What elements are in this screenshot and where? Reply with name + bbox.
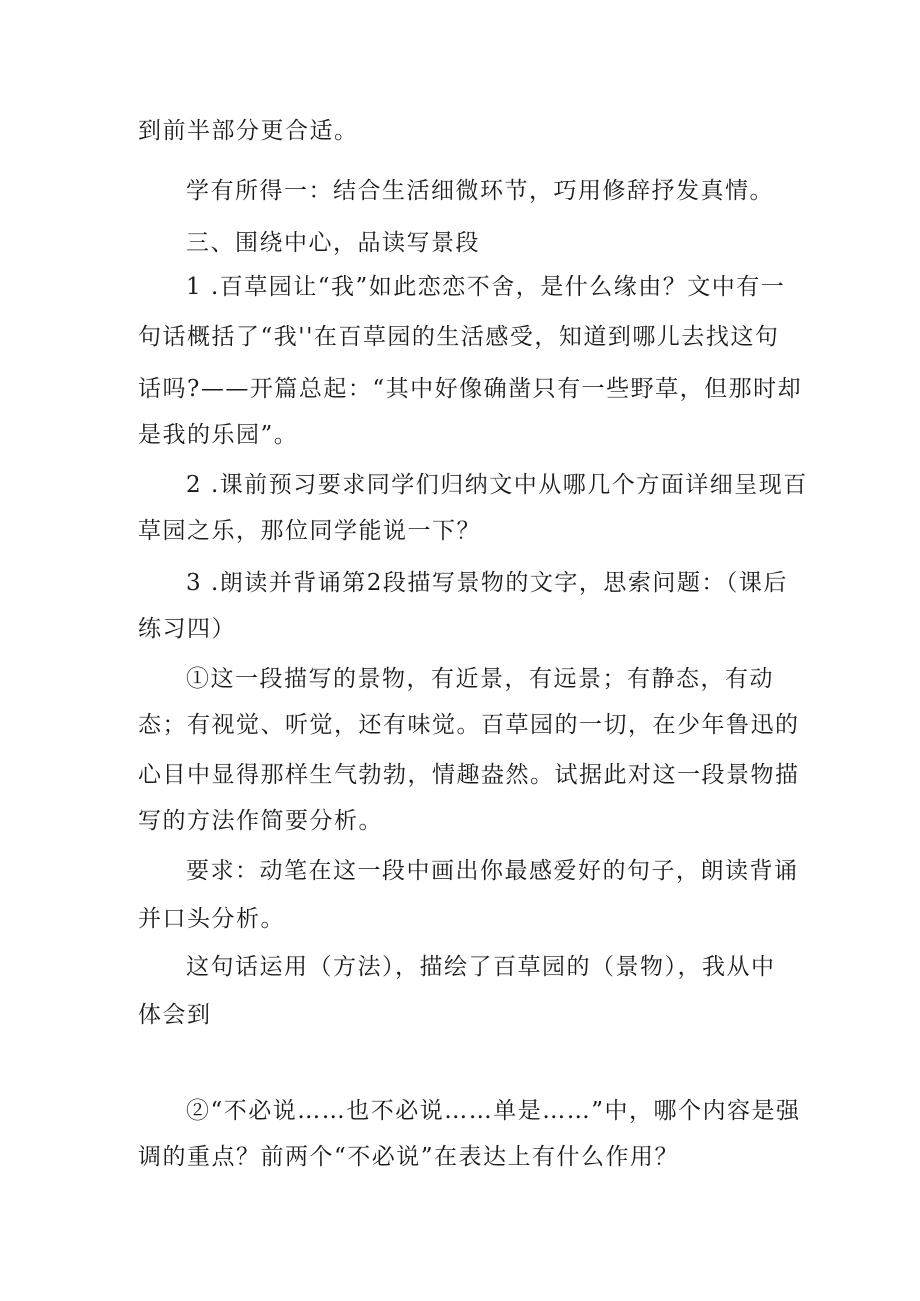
text-line: 心目中显得那样生气勃勃，情趣盎然。试据此对这一段景物描 [138,762,800,788]
question-3-line: 3 .朗读并背诵第2段描写景物的文字，思索问题：（课后 [186,570,788,596]
text-line: 草园之乐，那位同学能说一下？ [138,518,481,544]
text-line: 体会到 [138,1002,212,1028]
text-line: 到前半部分更合适。 [138,118,359,144]
question-2-line: 2 .课前预习要求同学们归纳文中从哪几个方面详细呈现百 [186,472,808,498]
text-line: 练习四） [138,616,236,642]
text-line: 话吗?——开篇总起：“其中好像确凿只有一些野草，但那时却 [138,376,803,402]
text-line: 并口头分析。 [138,906,285,932]
sub-question-1-line: ①这一段描写的景物，有近景，有远景；有静态，有动 [186,666,774,692]
requirement-line: 要求：动笔在这一段中画出你最感爱好的句子，朗读背诵 [186,858,799,884]
template-line: 这句话运用（方法），描绘了百草园的（景物），我从中 [186,954,776,980]
text-line: 是我的乐园”。 [138,422,299,448]
summary-line: 学有所得一：结合生活细微环节，巧用修辞抒发真情。 [186,178,774,204]
text-line: 态；有视觉、听觉，还有味觉。百草园的一切，在少年鲁迅的 [138,712,800,738]
text-line: 调的重点？前两个“不必说”在表达上有什么作用？ [138,1144,680,1170]
section-heading: 三、围绕中心，品读写景段 [186,230,480,256]
text-line: 句话概括了“我''在百草园的生活感受，知道到哪儿去找这句 [138,324,780,350]
sub-question-2-line: ②“不必说……也不必说……单是……”中，哪个内容是强 [186,1098,801,1124]
question-1-line: 1 .百草园让“我”如此恋恋不舍，是什么缘由？文中有一 [186,274,786,300]
text-line: 写的方法作简要分析。 [138,808,383,834]
